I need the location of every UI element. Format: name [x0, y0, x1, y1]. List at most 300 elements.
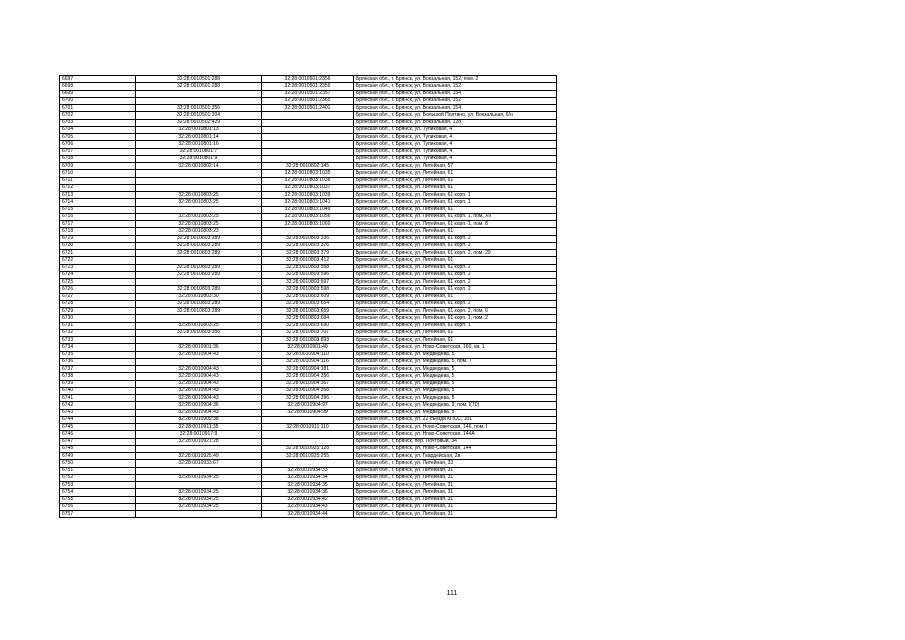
row-number-cell: 6709 [60, 163, 136, 170]
row-number-cell: 6724 [60, 271, 136, 278]
row-number-cell: 6718 [60, 228, 136, 235]
address-cell: Брянская обл., г. Брянск, ул. Медведева, 5 [354, 351, 557, 358]
row-number-cell: 6697 [60, 76, 136, 83]
parcel-number-cell: 32:28:0010934:25 [136, 503, 262, 510]
parcel-number-cell: 32:28:0010917:9 [136, 431, 262, 438]
table-row [60, 257, 557, 264]
address-cell: Брянская обл., г. Брянск, ул. Литейная, 31 [354, 511, 557, 518]
parcel-number-cell: 32:28:0010502:429 [136, 119, 262, 126]
object-number-cell: 32:28:0010803:684 [262, 315, 354, 322]
address-cell: Брянская обл., г. Брянск, ул. Медведева, 5 [354, 409, 557, 416]
parcel-number-cell: 32:28:0010803:356 [136, 329, 262, 336]
object-number-cell [262, 460, 354, 467]
table-row [60, 387, 557, 394]
row-number-cell: 6747 [60, 438, 136, 445]
row-number-cell: 6741 [60, 395, 136, 402]
row-number-cell: 6757 [60, 511, 136, 518]
address-cell: Брянская обл., г. Брянск, ул. Литейная, 61 корп. 2 [354, 300, 557, 307]
row-number-cell: 6705 [60, 134, 136, 141]
parcel-number-cell: 32:28:0010904:43 [136, 387, 262, 394]
table-row [60, 467, 557, 474]
table-row [60, 460, 557, 467]
table-row [60, 264, 557, 271]
parcel-number-cell: 32:28:0010934:25 [136, 474, 262, 481]
address-cell: Брянская обл., г. Брянск, ул. Литейная, 61 корп. 2 [354, 264, 557, 271]
row-number-cell: 6746 [60, 431, 136, 438]
object-number-cell: 32:28:0010904:368 [262, 387, 354, 394]
object-number-cell: 32:28:0010904:181 [262, 366, 354, 373]
address-cell: Брянская обл., г. Брянск, ул. Литейная, 57 [354, 163, 557, 170]
address-cell: Брянская обл., г. Брянск, ул. Литейная, 61 корп. 1, пом. 8 [354, 221, 557, 228]
table-row [60, 184, 557, 191]
address-cell: Брянская обл., г. Брянск, ул. Литейная, 33 [354, 460, 557, 467]
table-row [60, 97, 557, 104]
object-number-cell: 32:28:0010904:99 [262, 409, 354, 416]
row-number-cell: 6751 [60, 467, 136, 474]
parcel-number-cell: 32:28:0010933:67 [136, 460, 262, 467]
row-number-cell: 6710 [60, 170, 136, 177]
parcel-number-cell: 32:28:0010803:289 [136, 264, 262, 271]
object-number-cell [262, 148, 354, 155]
row-number-cell: 6735 [60, 351, 136, 358]
table-row [60, 380, 557, 387]
parcel-number-cell: 32:28:0010801:9 [136, 155, 262, 162]
table-row [60, 300, 557, 307]
table-row [60, 445, 557, 452]
row-number-cell: 6721 [60, 250, 136, 257]
parcel-number-cell: 32:28:0010803:289 [136, 286, 262, 293]
address-cell: Брянская обл., г. Брянск, ул. Литейная, 61 [354, 177, 557, 184]
parcel-number-cell: 32:28:0010803:30 [136, 293, 262, 300]
parcel-number-cell: 32:28:0010501:356 [136, 105, 262, 112]
address-cell: Брянская обл., г. Брянск, ул. Литейная, 61 [354, 228, 557, 235]
parcel-number-cell: 32:28:0010501:288 [136, 76, 262, 83]
table-row [60, 511, 557, 518]
table-row [60, 315, 557, 322]
row-number-cell: 6728 [60, 300, 136, 307]
parcel-number-cell: 32:28:0010803:25 [136, 213, 262, 220]
address-cell: Брянская обл., г. Брянск, ул. Ново-Советская, 144А [354, 431, 557, 438]
row-number-cell: 6727 [60, 293, 136, 300]
object-number-cell: 32:28:0010803:1049 [262, 206, 354, 213]
parcel-number-cell: 32:28:0010801:7 [136, 148, 262, 155]
table-row [60, 134, 557, 141]
object-number-cell: 32:28:0010803:1037 [262, 184, 354, 191]
table-row [60, 366, 557, 373]
table-row [60, 402, 557, 409]
table-row [60, 503, 557, 510]
row-number-cell: 6719 [60, 235, 136, 242]
object-number-cell: 32:28:0010501:2365 [262, 97, 354, 104]
table-row [60, 170, 557, 177]
table-row [60, 293, 557, 300]
parcel-number-cell: 32:28:0010904:43 [136, 409, 262, 416]
row-number-cell: 6754 [60, 489, 136, 496]
object-number-cell: 32:28:0010803:609 [262, 293, 354, 300]
object-number-cell: 32:28:0010803:336 [262, 235, 354, 242]
row-number-cell: 6704 [60, 126, 136, 133]
row-number-cell: 6729 [60, 308, 136, 315]
table-row [60, 337, 557, 344]
page-number: 111 [446, 590, 458, 597]
row-number-cell: 6723 [60, 264, 136, 271]
row-number-cell: 6712 [60, 184, 136, 191]
parcel-number-cell [136, 90, 262, 97]
table-row [60, 474, 557, 481]
address-cell: Брянская обл., г. Брянск, ул. Вокзальная, 152 [354, 83, 557, 90]
object-number-cell: 32:28:0010803:596 [262, 271, 354, 278]
parcel-number-cell: 32:28:0010803:289 [136, 250, 262, 257]
address-cell: Брянская обл., г. Брянск, пер. Почтовый, 34 [354, 438, 557, 445]
address-cell: Брянская обл., г. Брянск, ул. Вокзальная, 154 [354, 105, 557, 112]
row-number-cell: 6730 [60, 315, 136, 322]
table-row [60, 271, 557, 278]
table-row [60, 424, 557, 431]
parcel-number-cell: 32:28:0010925:49 [136, 453, 262, 460]
parcel-number-cell [136, 184, 262, 191]
parcel-number-cell [136, 315, 262, 322]
row-number-cell: 6749 [60, 453, 136, 460]
object-number-cell: 32:28:0010934:33 [262, 467, 354, 474]
parcel-number-cell: 32:28:0010802:14 [136, 163, 262, 170]
address-cell: Брянская обл., г. Брянск, ул. Тупиковая, 4 [354, 134, 557, 141]
table-row [60, 213, 557, 220]
table-row [60, 409, 557, 416]
object-number-cell: 32:28:0010803:1041 [262, 199, 354, 206]
object-number-cell: 32:28:0010803:654 [262, 300, 354, 307]
address-cell: Брянская обл., г. Брянск, ул. Литейная, 61 [354, 184, 557, 191]
object-number-cell: 32:28:0010803:659 [262, 308, 354, 315]
parcel-number-cell [136, 170, 262, 177]
address-cell: Брянская обл., г. Брянск, ул. Литейная, 61 корп. 2 [354, 279, 557, 286]
table-row [60, 199, 557, 206]
table-row [60, 279, 557, 286]
object-number-cell: 32:28:0010803:893 [262, 337, 354, 344]
address-cell: Брянская обл., г. Брянск, ул. Медведева, 5 [354, 366, 557, 373]
object-number-cell: 32:28:0010803:707 [262, 329, 354, 336]
object-number-cell: 32:28:0010803:376 [262, 242, 354, 249]
parcel-number-cell: 32:28:0010934:25 [136, 489, 262, 496]
parcel-number-cell: 32:28:0010904:43 [136, 366, 262, 373]
row-number-cell: 6700 [60, 97, 136, 104]
row-number-cell: 6739 [60, 380, 136, 387]
address-cell: Брянская обл., г. Брянск, ул. Литейная, 61 корп. 2, пом. 6 [354, 308, 557, 315]
object-number-cell: 32:28:0010904:116 [262, 358, 354, 365]
object-number-cell [262, 416, 354, 423]
object-number-cell: 32:28:0010803:1060 [262, 221, 354, 228]
row-number-cell: 6717 [60, 221, 136, 228]
table-row [60, 148, 557, 155]
row-number-cell: 6748 [60, 445, 136, 452]
row-number-cell: 6738 [60, 373, 136, 380]
registry-table-body [60, 76, 557, 518]
table-row [60, 373, 557, 380]
table-row [60, 163, 557, 170]
parcel-number-cell [136, 257, 262, 264]
address-cell: Брянская обл., г. Брянск, ул. Литейная, 61 [354, 329, 557, 336]
parcel-number-cell: 32:28:0010934:25 [136, 496, 262, 503]
table-row [60, 358, 557, 365]
table-row [60, 329, 557, 336]
address-cell: Брянская обл., г. Брянск, ул. Медведева, 5 [354, 380, 557, 387]
table-row [60, 76, 557, 83]
address-cell: Брянская обл., г. Брянск, ул. Медведева, 5 [354, 373, 557, 380]
address-cell: Брянская обл., г. Брянск, ул. Литейная, 31 [354, 503, 557, 510]
table-row [60, 221, 557, 228]
row-number-cell: 6742 [60, 402, 136, 409]
parcel-number-cell: 32:28:0010501:304 [136, 112, 262, 119]
object-number-cell [262, 119, 354, 126]
row-number-cell: 6752 [60, 474, 136, 481]
table-row [60, 105, 557, 112]
address-cell: Брянская обл., г. Брянск, ул. Вокзальная, 152 [354, 97, 557, 104]
row-number-cell: 6733 [60, 337, 136, 344]
object-number-cell: 32:28:0010925:128 [262, 445, 354, 452]
table-row [60, 351, 557, 358]
table-row [60, 482, 557, 489]
parcel-number-cell [136, 337, 262, 344]
address-cell: Брянская обл., г. Брянск, ул. Ново-Советская, 144 [354, 445, 557, 452]
parcel-number-cell: 32:28:0010803:23 [136, 228, 262, 235]
table-row [60, 286, 557, 293]
address-cell: Брянская обл., г. Брянск, ул. Литейная, 61 [354, 170, 557, 177]
address-cell: Брянская обл., г. Брянск, ул. Литейная, 61 корп. 2, пом. 29 [354, 250, 557, 257]
row-number-cell: 6703 [60, 119, 136, 126]
table-row [60, 453, 557, 460]
address-cell: Брянская обл., г. Брянск, ул. Литейная, 61 [354, 293, 557, 300]
table-row [60, 395, 557, 402]
row-number-cell: 6722 [60, 257, 136, 264]
address-cell: Брянская обл., г. Брянск, ул. Ново-Советская, 146, пом. I [354, 424, 557, 431]
address-cell: Брянская обл., г. Брянск, ул. Литейная, 61 [354, 206, 557, 213]
row-number-cell: 6706 [60, 141, 136, 148]
object-number-cell: 32:28:0010803:1035 [262, 170, 354, 177]
table-row [60, 119, 557, 126]
parcel-number-cell: 32:28:0010803:289 [136, 300, 262, 307]
table-row [60, 431, 557, 438]
address-cell: Брянская обл., г. Брянск, ул. Литейная, 61 корп. 2 [354, 242, 557, 249]
table-row [60, 228, 557, 235]
row-number-cell: 6744 [60, 416, 136, 423]
row-number-cell: 6740 [60, 387, 136, 394]
object-number-cell: 32:28:0010904:97 [262, 402, 354, 409]
object-number-cell: 32:28:0010904:396 [262, 395, 354, 402]
address-cell: Брянская обл., г. Брянск, ул. Литейная, 31 [354, 474, 557, 481]
table-row [60, 90, 557, 97]
parcel-number-cell [136, 467, 262, 474]
parcel-number-cell: 32:28:0010803:25 [136, 199, 262, 206]
address-cell: Брянская обл., г. Брянск, ул. Литейная, 31 [354, 467, 557, 474]
table-row [60, 322, 557, 329]
address-cell: Брянская обл., г. Брянск, ул. Литейная, 61 корп. 1, пом. 2 [354, 315, 557, 322]
object-number-cell: 32:28:0010904:110 [262, 351, 354, 358]
address-cell: Брянская обл., г. Брянск, ул. Литейная, 61 [354, 337, 557, 344]
address-cell: Брянская обл., г. Брянск, ул. Тупиковая, 4 [354, 126, 557, 133]
row-number-cell: 6750 [60, 460, 136, 467]
object-number-cell [262, 141, 354, 148]
parcel-number-cell [136, 97, 262, 104]
object-number-cell: 32:28:0010904:367 [262, 380, 354, 387]
address-cell: Брянская обл., г. Брянск, ул. Вокзальная, 128 [354, 119, 557, 126]
parcel-number-cell: 32:28:0010901:36 [136, 344, 262, 351]
row-number-cell: 6701 [60, 105, 136, 112]
table-row [60, 489, 557, 496]
parcel-number-cell [136, 482, 262, 489]
parcel-number-cell [136, 445, 262, 452]
address-cell: Брянская обл., г. Брянск, ул. Литейная, 61 корп. 1 [354, 199, 557, 206]
address-cell: Брянская обл., г. Брянск, ул. Литейная, 61 корп. 2 [354, 271, 557, 278]
object-number-cell: 32:28:0010803:558 [262, 264, 354, 271]
registry-table [59, 75, 557, 518]
address-cell: Брянская обл., г. Брянск, ул. Литейная, 31 [354, 482, 557, 489]
address-cell: Брянская обл., г. Брянск, ул. Литейная, 61 [354, 257, 557, 264]
table-row [60, 416, 557, 423]
object-number-cell [262, 126, 354, 133]
row-number-cell: 6755 [60, 496, 136, 503]
object-number-cell [262, 155, 354, 162]
table-row [60, 235, 557, 242]
parcel-number-cell: 32:28:0010909:38 [136, 416, 262, 423]
row-number-cell: 6702 [60, 112, 136, 119]
object-number-cell: 32:28:0010501:2356 [262, 83, 354, 90]
object-number-cell: 32:28:0010501:2357 [262, 90, 354, 97]
table-row [60, 177, 557, 184]
table-row [60, 496, 557, 503]
object-number-cell: 32:28:0010803:690 [262, 322, 354, 329]
address-cell: Брянская обл., г. Брянск, ул. Гвардейская, 2в [354, 453, 557, 460]
table-row [60, 344, 557, 351]
row-number-cell: 6716 [60, 213, 136, 220]
parcel-number-cell: 32:28:0010801:14 [136, 134, 262, 141]
row-number-cell: 6711 [60, 177, 136, 184]
object-number-cell: 32:28:0010803:1039 [262, 192, 354, 199]
address-cell: Брянская обл., г. Брянск, ул. Литейная, 61 корп. 2 [354, 286, 557, 293]
object-number-cell [262, 134, 354, 141]
parcel-number-cell: 32:28:0010904:43 [136, 373, 262, 380]
object-number-cell: 32:28:0010934:36 [262, 489, 354, 496]
parcel-number-cell: 32:28:0010921:28 [136, 438, 262, 445]
row-number-cell: 6707 [60, 148, 136, 155]
address-cell: Брянская обл., г. Брянск, ул. Большой Полтино, ул. Вокзальная, 6/н [354, 112, 557, 119]
table-row [60, 155, 557, 162]
parcel-number-cell: 32:28:0010803:25 [136, 221, 262, 228]
row-number-cell: 6753 [60, 482, 136, 489]
address-cell: Брянская обл., г. Брянск, ул. 22 съезда КПСС, 101 [354, 416, 557, 423]
parcel-number-cell: 32:28:0010911:35 [136, 424, 262, 431]
object-number-cell: 32:28:0010803:1036 [262, 177, 354, 184]
address-cell: Брянская обл., г. Брянск, ул. Медведева, 9, пом. I(70) [354, 402, 557, 409]
address-cell: Брянская обл., г. Брянск, ул. Тупиковая, 4 [354, 155, 557, 162]
parcel-number-cell: 32:28:0010803:289 [136, 271, 262, 278]
row-number-cell: 6736 [60, 358, 136, 365]
table-row [60, 438, 557, 445]
address-cell: Брянская обл., г. Брянск, ул. Литейная, 61 корп. 1, пом. XII [354, 213, 557, 220]
row-number-cell: 6725 [60, 279, 136, 286]
table-row [60, 206, 557, 213]
row-number-cell: 6708 [60, 155, 136, 162]
table-row [60, 242, 557, 249]
table-row [60, 83, 557, 90]
parcel-number-cell: 32:28:0010803:289 [136, 308, 262, 315]
object-number-cell: 32:28:0010934:35 [262, 482, 354, 489]
row-number-cell: 6715 [60, 206, 136, 213]
object-number-cell: 32:28:0010803:412 [262, 257, 354, 264]
object-number-cell: 32:28:0010803:379 [262, 250, 354, 257]
address-cell: Брянская обл., г. Брянск, ул. Литейная, 61 корп. 1 [354, 192, 557, 199]
row-number-cell: 6756 [60, 503, 136, 510]
row-number-cell: 6713 [60, 192, 136, 199]
object-number-cell: 32:28:0010934:42 [262, 496, 354, 503]
row-number-cell: 6734 [60, 344, 136, 351]
object-number-cell [262, 431, 354, 438]
parcel-number-cell [136, 358, 262, 365]
parcel-number-cell: 32:28:0010801:13 [136, 126, 262, 133]
row-number-cell: 6731 [60, 322, 136, 329]
address-cell: Брянская обл., г. Брянск, ул. Медведева, 5 [354, 395, 557, 402]
table-row [60, 112, 557, 119]
row-number-cell: 6732 [60, 329, 136, 336]
parcel-number-cell: 32:28:0010501:288 [136, 83, 262, 90]
row-number-cell: 6698 [60, 83, 136, 90]
address-cell: Брянская обл., г. Брянск, ул. Литейная, 61 корп. 2 [354, 235, 557, 242]
address-cell: Брянская обл., г. Брянск, ул. Медведева, 5 [354, 387, 557, 394]
address-cell: Брянская обл., г. Брянск, ул. Ново-Советская, 160, кв. 1 [354, 344, 557, 351]
row-number-cell: 6699 [60, 90, 136, 97]
address-cell: Брянская обл., г. Брянск, ул. Литейная, 31 [354, 496, 557, 503]
table-row [60, 192, 557, 199]
object-number-cell: 32:28:0010803:1056 [262, 213, 354, 220]
parcel-number-cell: 32:28:0010904:43 [136, 380, 262, 387]
address-cell: Брянская обл., г. Брянск, ул. Тупиковая, 4 [354, 148, 557, 155]
address-cell: Брянская обл., г. Брянск, ул. Вокзальная, 154 [354, 90, 557, 97]
parcel-number-cell: 32:28:0010803:289 [136, 235, 262, 242]
address-cell: Брянская обл., г. Брянск, ул. Медведева, 5, пом. 7 [354, 358, 557, 365]
parcel-number-cell [136, 279, 262, 286]
address-cell: Брянская обл., г. Брянск, ул. Тупиковая, 4 [354, 141, 557, 148]
object-number-cell: 32:28:0010934:44 [262, 511, 354, 518]
parcel-number-cell: 32:28:0010803:25 [136, 192, 262, 199]
address-cell: Брянская обл., г. Брянск, ул. Литейная, 61 корп. 1 [354, 322, 557, 329]
table-row [60, 250, 557, 257]
object-number-cell: 32:28:0010904:356 [262, 373, 354, 380]
object-number-cell: 32:28:0010911:110 [262, 424, 354, 431]
row-number-cell: 6720 [60, 242, 136, 249]
parcel-number-cell [136, 511, 262, 518]
row-number-cell: 6714 [60, 199, 136, 206]
parcel-number-cell [136, 177, 262, 184]
object-number-cell [262, 438, 354, 445]
object-number-cell: 32:28:0010803:597 [262, 279, 354, 286]
row-number-cell: 6737 [60, 366, 136, 373]
parcel-number-cell: 32:28:0010904:36 [136, 402, 262, 409]
row-number-cell: 6745 [60, 424, 136, 431]
object-number-cell: 32:28:0010501:2356 [262, 76, 354, 83]
table-row [60, 126, 557, 133]
row-number-cell: 6726 [60, 286, 136, 293]
object-number-cell: 32:28:0010802:145 [262, 163, 354, 170]
table-row [60, 141, 557, 148]
parcel-number-cell [136, 206, 262, 213]
object-number-cell: 32:28:0010803:598 [262, 286, 354, 293]
address-cell: Брянская обл., г. Брянск, ул. Литейная, 31 [354, 489, 557, 496]
parcel-number-cell: 32:28:0010904:43 [136, 395, 262, 402]
object-number-cell: 32:28:0010934:34 [262, 474, 354, 481]
object-number-cell: 32:28:0010901:40 [262, 344, 354, 351]
object-number-cell: 32:28:0010934:43 [262, 503, 354, 510]
object-number-cell [262, 228, 354, 235]
row-number-cell: 6743 [60, 409, 136, 416]
address-cell: Брянская обл., г. Брянск, ул. Вокзальная, 152, пом. 2 [354, 76, 557, 83]
